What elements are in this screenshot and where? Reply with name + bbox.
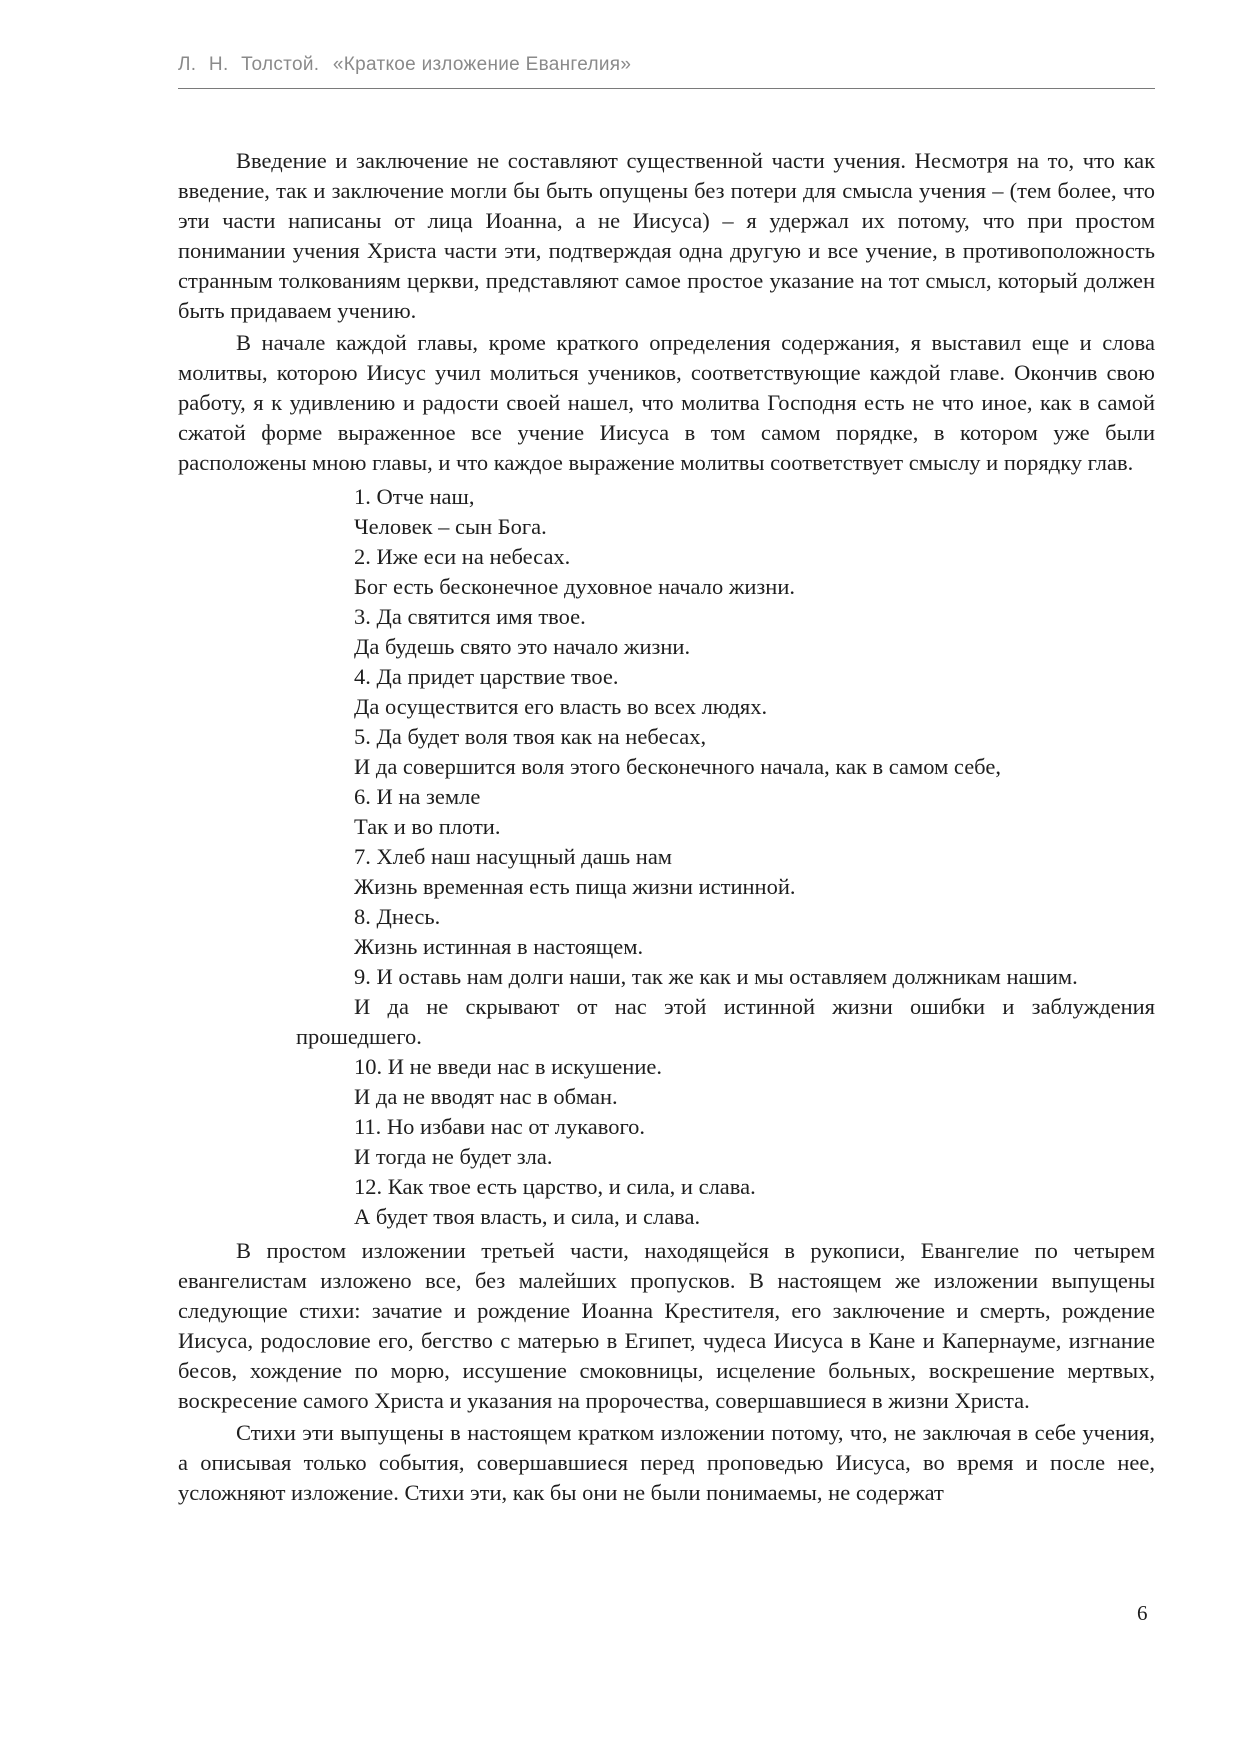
prayer-line: И да не скрывают от нас этой истинной жизни ошибки и заблуждения прошедшего. <box>296 994 1155 1049</box>
paragraph-introduction: Введение и заключение не составляют существенной части учения. Несмотря на то, что как введение, так и заключение могли бы быть опущены без потери для смысла учения – (тем более, что эти части написаны от лица Иоанна, а не Иисуса) – я удержал их потому, что при простом понимании учения Христа части эти, подтверждая одна другую и все учение, в противоположность странным толкованиям церкви, представляют самое простое указание на тот смысл, который должен быть придаваем учению. <box>178 148 1155 323</box>
prayer-line: И тогда не будет зла. <box>354 1144 553 1169</box>
paragraph-prayer-intro: В начале каждой главы, кроме краткого определения содержания, я выставил еще и слова молитвы, которою Иисус учил молиться учеников, соответствующие каждой главе. Окончив свою работу, я к удивлению и радости своей нашел, что молитва Господня есть не что иное, как в самой сжатой форме выраженное все учение Иисуса в том самом порядке, в котором уже были расположены мною главы, и что каждое выражение молитвы соответствует смыслу и порядку глав. <box>178 330 1155 475</box>
header-title: «Краткое изложение Евангелия» <box>332 54 632 75</box>
prayer-line: Так и во плоти. <box>354 814 501 839</box>
page-number: 6 <box>1137 1601 1148 1625</box>
prayer-line: 4. Да придет царствие твое. <box>354 664 619 689</box>
paragraph-reason: Стихи эти выпущены в настоящем кратком изложении потому, что, не заключая в себе учения, а описывая только события, совершавшиеся перед проповедью Иисуса, во время и после нее, усложняют изложение. Стихи эти, как бы они не были понимаемы, не содержат <box>178 1420 1155 1505</box>
running-header <box>178 54 1155 89</box>
prayer-line: 7. Хлеб наш насущный дашь нам <box>354 844 673 869</box>
prayer-line: Жизнь временная есть пища жизни истинной. <box>354 874 796 899</box>
paragraph-omissions: В простом изложении третьей части, находящейся в рукописи, Евангелие по четырем евангелистам изложено все, без малейших пропусков. В настоящем же изложении выпущены следующие стихи: зачатие и рождение Иоанна Крестителя, его заключение и смерть, рождение Иисуса, родословие его, бегство с матерью в Египет, чудеса Иисуса в Кане и Капернауме, изгнание бесов, хождение по морю, иссушение смоковницы, исцеление больных, воскрешение мертвых, воскресение самого Христа и указания на пророчества, совершавшиеся в жизни Христа. <box>178 1238 1155 1413</box>
prayer-line: Жизнь истинная в настоящем. <box>354 934 644 959</box>
prayer-line: И да не вводят нас в обман. <box>354 1084 618 1109</box>
prayer-line: 12. Как твое есть царство, и сила, и слава. <box>354 1174 756 1199</box>
prayer-line: А будет твоя власть, и сила, и слава. <box>354 1204 701 1229</box>
prayer-line: 2. Иже еси на небесах. <box>354 544 571 569</box>
prayer-line: И да совершится воля этого бесконечного начала, как в самом себе, <box>354 754 1001 779</box>
prayer-list <box>296 482 1155 1232</box>
header-author: Л. Н. Толстой. <box>178 54 320 75</box>
prayer-line: Да будешь свято это начало жизни. <box>354 634 691 659</box>
prayer-line: Человек – сын Бога. <box>354 514 547 539</box>
prayer-line: Да осуществится его власть во всех людях. <box>354 694 768 719</box>
prayer-line: Бог есть бесконечное духовное начало жизни. <box>354 574 796 599</box>
prayer-line: 3. Да святится имя твое. <box>354 604 586 629</box>
prayer-line: 5. Да будет воля твоя как на небесах, <box>354 724 707 749</box>
prayer-line: 9. И оставь нам долги наши, так же как и мы оставляем должникам нашим. <box>354 964 1078 989</box>
prayer-line: 11. Но избави нас от лукавого. <box>354 1114 646 1139</box>
prayer-line: 8. Днесь. <box>354 904 441 929</box>
prayer-line: 6. И на земле <box>354 784 481 809</box>
prayer-line: 1. Отче наш, <box>354 484 475 509</box>
page-body <box>178 146 1155 1508</box>
prayer-line: 10. И не введи нас в искушение. <box>354 1054 662 1079</box>
